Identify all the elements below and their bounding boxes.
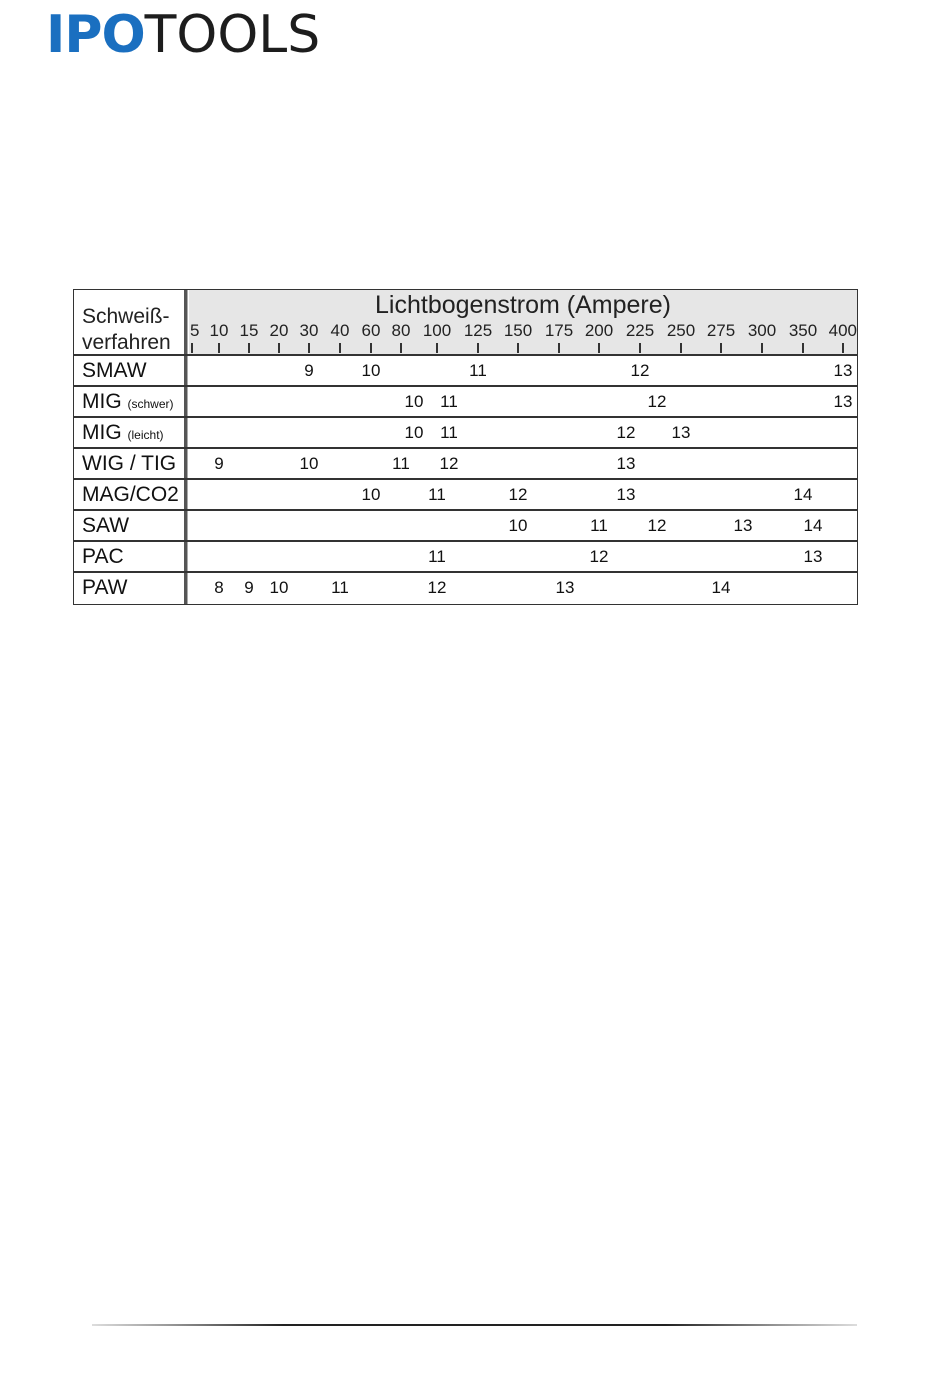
shade-number: 9: [214, 454, 224, 473]
tick-label-300: 300: [747, 321, 777, 340]
shade-number: 12: [508, 485, 528, 504]
process-label: [82, 545, 124, 569]
shade-number: 12: [630, 361, 650, 380]
shade-number: 12: [589, 547, 609, 566]
process-label: [82, 483, 179, 507]
shade-number: 13: [616, 485, 636, 504]
shade-number: 13: [671, 423, 691, 442]
tick-label-200: 200: [584, 321, 614, 340]
process-column-header: [82, 304, 171, 356]
tick-mark-5: [191, 343, 193, 353]
tick-label-40: 40: [330, 321, 350, 340]
tick-mark-250: [680, 343, 682, 353]
tick-label-275: 275: [706, 321, 736, 340]
shade-number: 10: [361, 485, 381, 504]
process-label: [82, 514, 129, 538]
shade-number: 11: [590, 516, 608, 535]
logo-ipo: IPO: [46, 5, 145, 65]
shade-number: 13: [803, 547, 823, 566]
tick-mark-300: [761, 343, 763, 353]
tick-mark-175: [558, 343, 560, 353]
shade-number: 11: [428, 485, 446, 504]
tick-label-15: 15: [239, 321, 259, 340]
tick-mark-275: [720, 343, 722, 353]
process-name: MIG: [82, 390, 122, 413]
shade-number: 11: [440, 392, 458, 411]
process-header-line1: Schweiß-: [82, 305, 170, 328]
shade-number: 14: [793, 485, 813, 504]
row-divider: [74, 385, 857, 387]
tick-mark-350: [802, 343, 804, 353]
shade-number: 10: [269, 578, 289, 597]
process-label: [82, 359, 147, 383]
shade-number: 13: [733, 516, 753, 535]
row-divider: [74, 509, 857, 511]
shade-number: 11: [440, 423, 458, 442]
tick-mark-10: [218, 343, 220, 353]
shade-number: 8: [214, 578, 224, 597]
row-divider: [74, 478, 857, 480]
shade-number: 9: [304, 361, 314, 380]
tick-mark-80: [400, 343, 402, 353]
process-label: [82, 452, 176, 476]
tick-label-80: 80: [391, 321, 411, 340]
shade-number: 9: [244, 578, 254, 597]
tick-label-10: 10: [209, 321, 229, 340]
shade-number: 10: [508, 516, 528, 535]
shade-number: 11: [428, 547, 446, 566]
process-name: PAW: [82, 576, 128, 599]
shade-number: 10: [404, 392, 424, 411]
process-label: [82, 390, 174, 414]
tick-label-5: 5: [190, 321, 200, 340]
shade-number: 13: [833, 392, 853, 411]
row-divider: [74, 540, 857, 542]
shade-number: 12: [647, 392, 667, 411]
tick-mark-150: [517, 343, 519, 353]
process-name: SAW: [82, 514, 130, 537]
process-label: [82, 421, 164, 445]
tick-mark-60: [370, 343, 372, 353]
shade-number: 12: [647, 516, 667, 535]
tick-label-20: 20: [269, 321, 289, 340]
shade-number: 10: [299, 454, 319, 473]
shade-number: 12: [439, 454, 459, 473]
tick-mark-30: [308, 343, 310, 353]
shade-number: 14: [803, 516, 823, 535]
footer-rule: [92, 1324, 857, 1326]
ipotools-logo: [46, 5, 321, 65]
row-divider: [74, 416, 857, 418]
tick-label-60: 60: [361, 321, 381, 340]
process-name: SMAW: [82, 359, 147, 382]
shade-number: 13: [555, 578, 575, 597]
tick-label-225: 225: [625, 321, 655, 340]
tick-label-350: 350: [788, 321, 818, 340]
tick-mark-400: [842, 343, 844, 353]
shade-number: 11: [392, 454, 410, 473]
table-title: Lichtbogenstrom (Ampere): [375, 291, 671, 319]
process-label: [82, 576, 128, 600]
row-divider: [74, 571, 857, 573]
shade-number: 12: [616, 423, 636, 442]
shade-number-table: [73, 289, 858, 605]
tick-label-250: 250: [666, 321, 696, 340]
process-name: MAG/CO2: [82, 483, 179, 506]
tick-mark-200: [598, 343, 600, 353]
process-name: PAC: [82, 545, 124, 568]
tick-mark-40: [339, 343, 341, 353]
shade-number: 12: [427, 578, 447, 597]
tick-label-125: 125: [463, 321, 493, 340]
shade-number: 14: [711, 578, 731, 597]
tick-label-150: 150: [503, 321, 533, 340]
header-divider: [74, 354, 857, 356]
row-divider: [74, 447, 857, 449]
shade-number: 13: [833, 361, 853, 380]
shade-number: 10: [361, 361, 381, 380]
shade-number: 10: [404, 423, 424, 442]
tick-label-175: 175: [544, 321, 574, 340]
logo-tools: TOOLS: [144, 5, 321, 65]
tick-mark-100: [436, 343, 438, 353]
tick-mark-20: [278, 343, 280, 353]
tick-label-400: 400: [828, 321, 857, 340]
tick-mark-15: [248, 343, 250, 353]
process-name: WIG / TIG: [82, 452, 177, 475]
tick-mark-125: [477, 343, 479, 353]
tick-label-30: 30: [299, 321, 319, 340]
process-header-line2: verfahren: [82, 331, 171, 354]
shade-number: 11: [469, 361, 487, 380]
shade-number: 11: [331, 578, 349, 597]
tick-label-100: 100: [422, 321, 452, 340]
process-name: MIG: [82, 421, 122, 444]
tick-mark-225: [639, 343, 641, 353]
process-qualifier: (leicht): [127, 428, 164, 442]
process-qualifier: (schwer): [127, 397, 174, 411]
shade-number: 13: [616, 454, 636, 473]
